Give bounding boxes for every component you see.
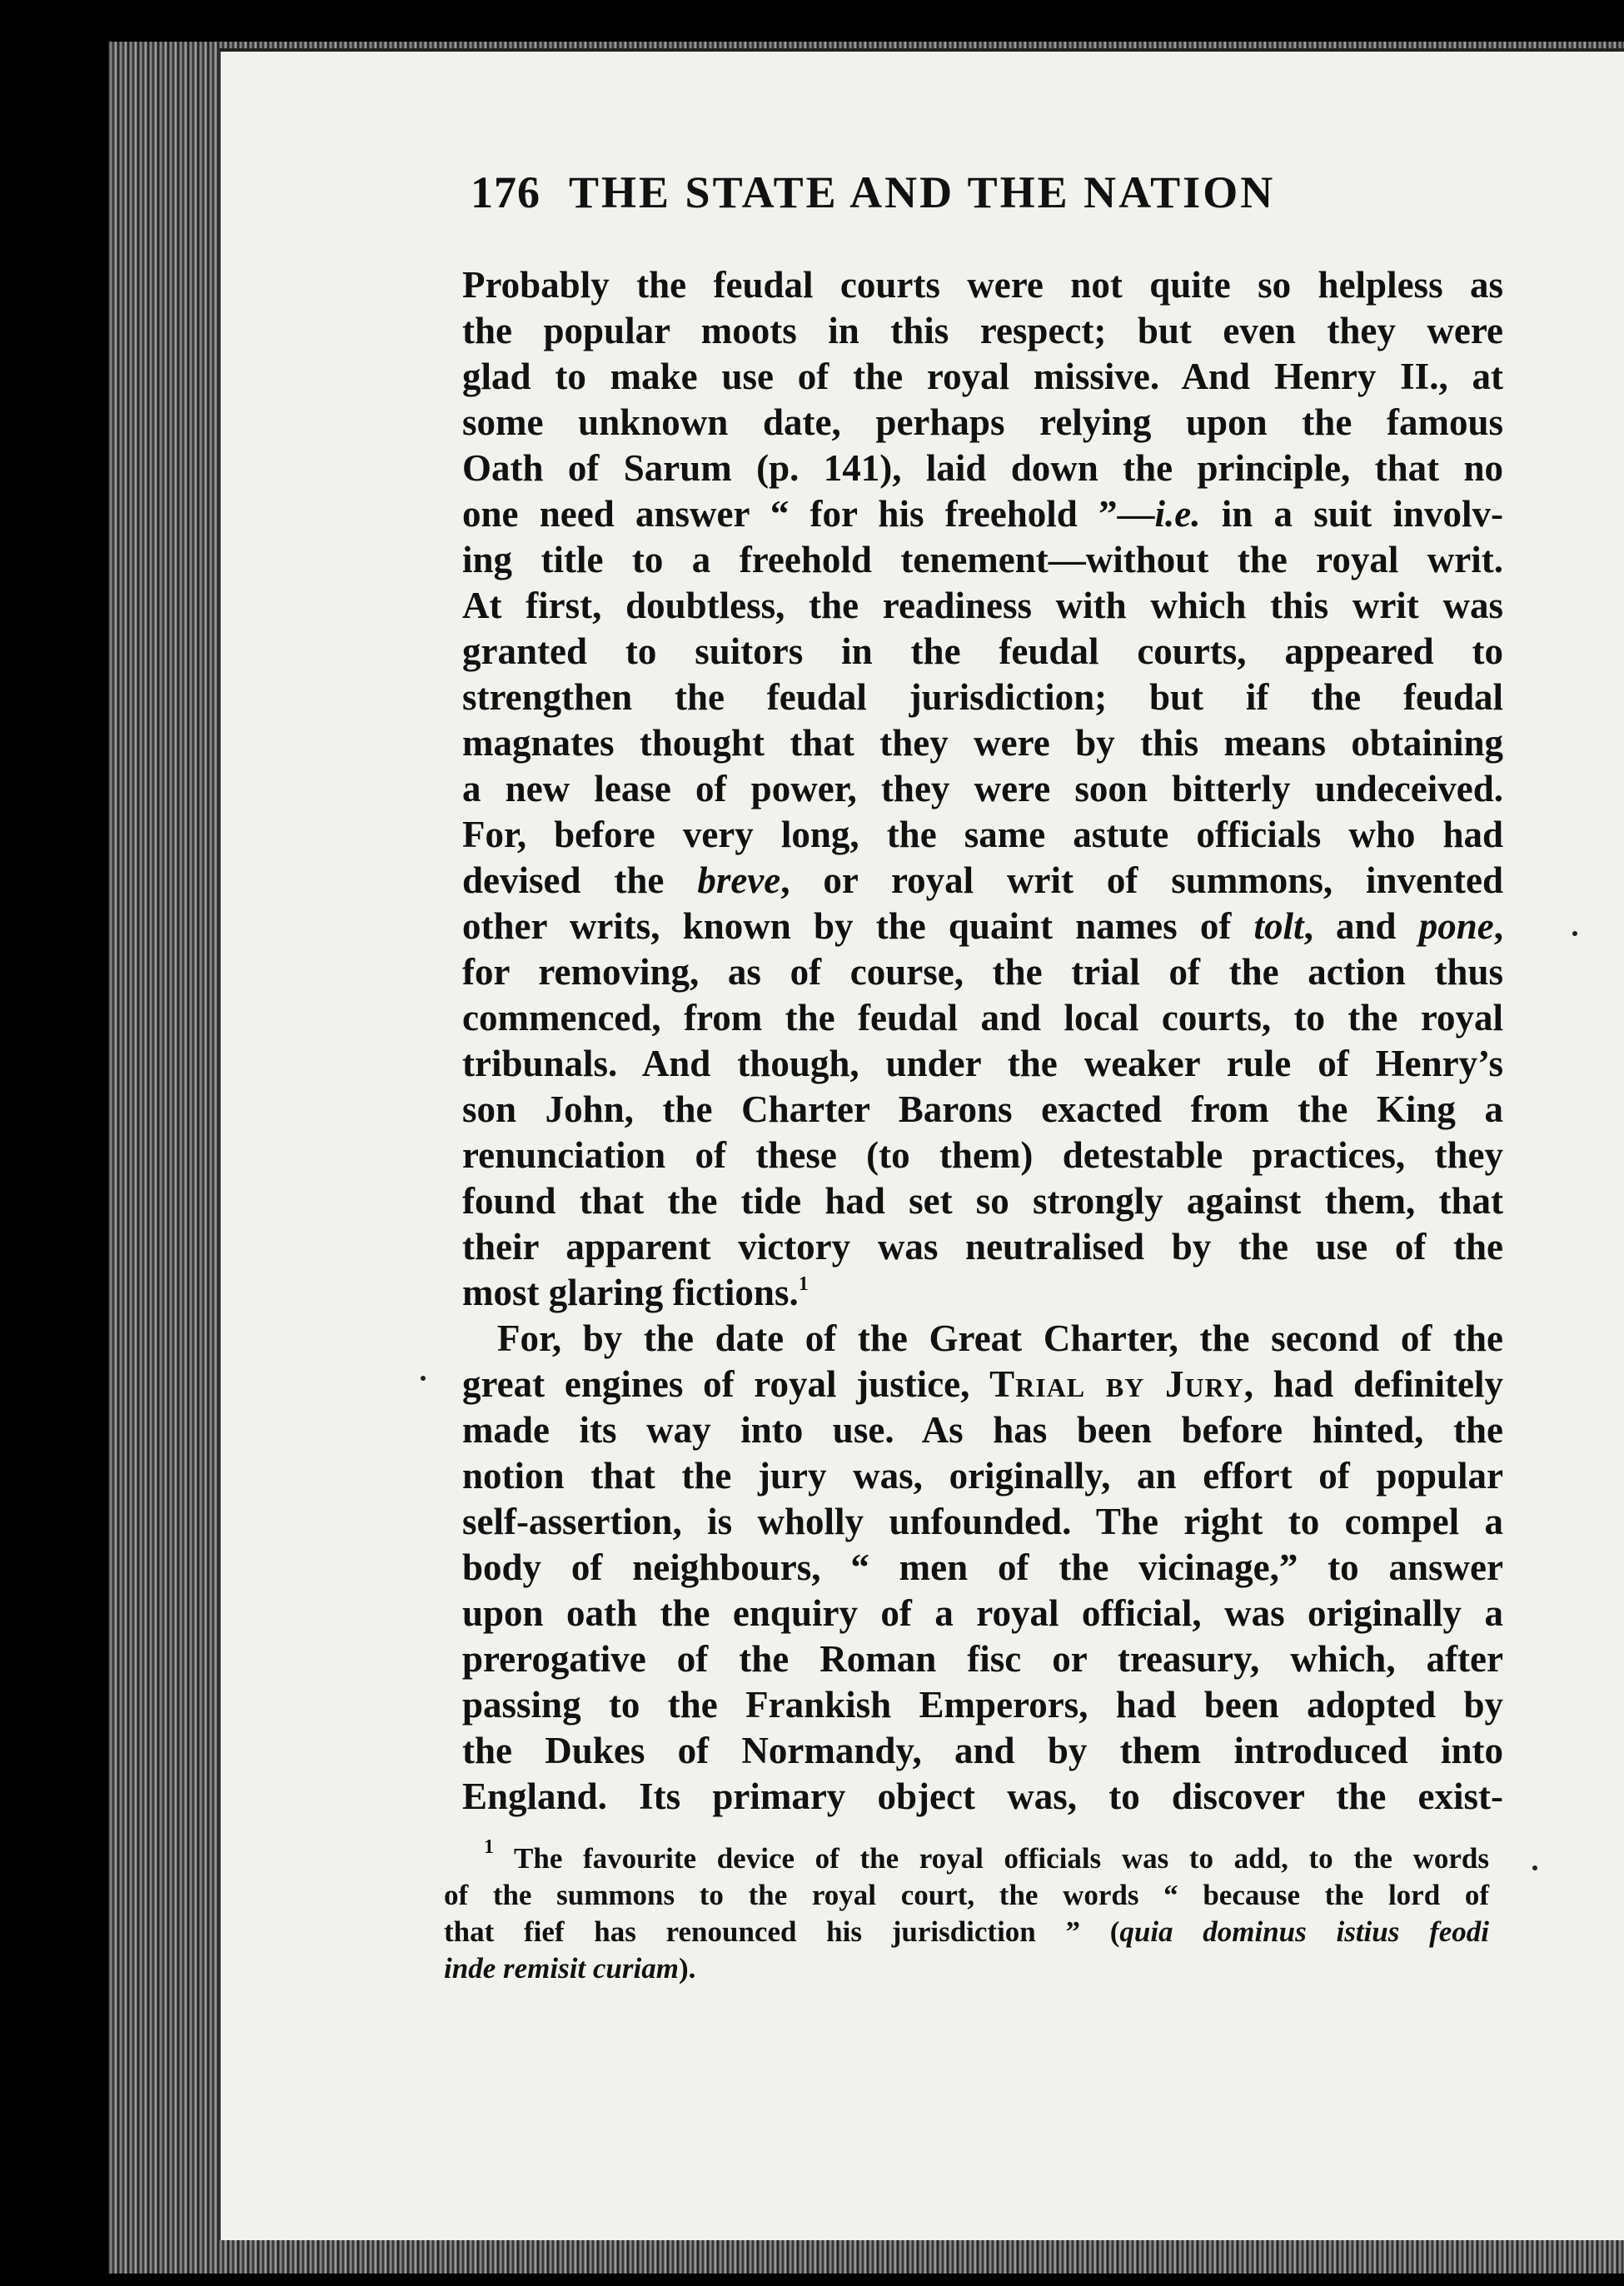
text-segment: , or royal writ of summons, invented [780,859,1503,901]
text-line: made its way into use. As has been before hinted, the [462,1409,1503,1451]
body-text [462,262,1503,1820]
footnote-line [444,1836,1489,1877]
text-segment: , had definitely [1243,1363,1503,1405]
text-line: magnates thought that they were by this means obtaining [462,722,1503,764]
text-segment: one need answer “ for his freehold ”— [462,493,1155,535]
italic-breve: breve [697,859,781,901]
text-line: the Dukes of Normandy, and by them introduced into [462,1730,1503,1771]
text-line: tribunals. And though, under the weaker rule of Henry’s [462,1043,1503,1084]
text-line: Oath of Sarum (p. 141), laid down the principle, that no [462,447,1503,489]
text-line: found that the tide had set so strongly against them, that [462,1180,1503,1222]
text-segment: in a suit involv- [1200,493,1503,535]
text-line: the popular moots in this respect; but even they were [462,310,1503,351]
text-line: passing to the Frankish Emperors, had been adopted by [462,1684,1503,1726]
text-line: strengthen the feudal jurisdiction; but if the feudal [462,676,1503,718]
text-segment: ). [678,1952,696,1985]
text-line: self-assertion, is wholly unfounded. The right to compel a [462,1501,1503,1542]
footnote-line [444,1914,1489,1950]
text-segment: great engines of royal justice, [462,1363,990,1405]
italic-tolt: tolt [1253,905,1304,947]
running-title: THE STATE AND THE NATION [569,167,1276,217]
margin-speck [1572,931,1577,936]
italic-latin: quia dominus istius feodi [1119,1915,1489,1948]
text-line: renunciation of these (to them) detestable practices, they [462,1134,1503,1176]
text-line: a new lease of power, they were soon bitterly undeceived. [462,768,1503,809]
text-line: son John, the Charter Barons exacted from the King a [462,1088,1503,1130]
text-line: upon oath the enquiry of a royal official, was originally a [462,1592,1503,1634]
footnote-line [444,1950,1489,1987]
footnote-reference: 1 [798,1273,809,1295]
italic-latin: inde remisit curiam [444,1952,679,1985]
text-line: notion that the jury was, originally, an effort of popular [462,1455,1503,1497]
text-line: for removing, as of course, the trial of the action thus [462,951,1503,993]
page-number: 176 [471,167,541,217]
text-segment: devised the [462,859,698,901]
text-segment: most glaring fictions. [462,1272,799,1313]
text-segment: that fief has renounced his jurisdiction ” ( [444,1915,1120,1948]
footnote-line: of the summons to the royal court, the words “ because the lord of [444,1879,1489,1911]
margin-speck [1532,1865,1537,1870]
text-line [462,1362,1503,1407]
text-line: granted to suitors in the feudal courts, appeared to [462,630,1503,672]
text-line: At first, doubtless, the readiness with which this writ was [462,585,1503,626]
text-segment: , and [1303,905,1419,947]
italic-pone: pone [1418,905,1494,947]
margin-speck [421,1376,426,1381]
text-line: For, before very long, the same astute officials who had [462,814,1503,855]
text-line [462,858,1503,904]
text-line: England. Its primary object was, to discover the exist- [462,1776,1503,1817]
text-line: prerogative of the Roman fisc or treasury, which, after [462,1638,1503,1680]
text-line: body of neighbours, “ men of the vicinage,” to answer [462,1546,1503,1588]
footnote [444,1836,1489,1987]
text-segment: The favourite device of the royal officials was to add, to the words [494,1842,1489,1875]
text-line: Probably the feudal courts were not quite so helpless as [462,264,1503,306]
text-line: ing title to a freehold tenement—without the royal writ. [462,539,1503,580]
text-line [462,904,1503,949]
text-line [462,1270,1503,1316]
page-header [471,167,1403,225]
text-line: some unknown date, perhaps relying upon the famous [462,401,1503,443]
text-line [462,491,1503,537]
footnote-marker: 1 [484,1836,494,1858]
text-line: For, by the date of the Great Charter, the second of the [497,1317,1503,1359]
italic-ie: i.e. [1154,493,1201,535]
text-line: glad to make use of the royal missive. And Henry II., at [462,356,1503,397]
text-segment: , [1493,905,1503,947]
small-caps-trial-by-jury: Trial by Jury [989,1363,1244,1405]
text-segment: other writs, known by the quaint names of [462,905,1254,947]
text-line: commenced, from the feudal and local courts, to the royal [462,997,1503,1038]
text-line: their apparent victory was neutralised by the use of the [462,1226,1503,1268]
